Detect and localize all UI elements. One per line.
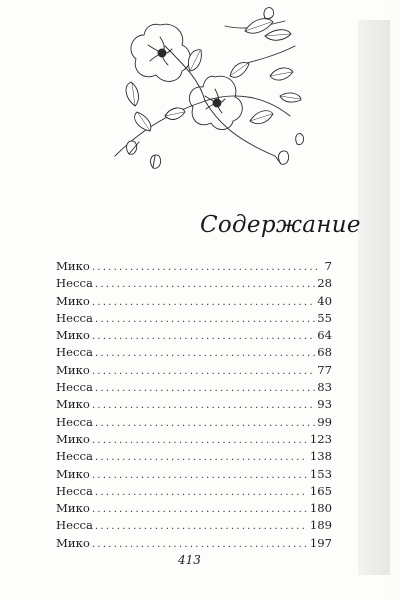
toc-entry (56, 310, 332, 327)
toc-leader-dots (92, 259, 320, 276)
toc-entry-label: Несса (56, 310, 93, 325)
toc-entry-page: 55 (317, 310, 332, 325)
toc-entry-label: Мико (56, 328, 90, 343)
toc-entry-label: Мико (56, 466, 90, 481)
page-number: 413 (178, 553, 201, 567)
toc-leader-dots (95, 276, 315, 293)
toc-entry (56, 535, 332, 552)
toc-leader-dots (95, 518, 308, 535)
toc-leader-dots (92, 536, 308, 553)
toc-entry-label: Несса (56, 518, 93, 533)
page-edge-shadow (358, 20, 390, 575)
toc-entry-page: 7 (324, 259, 332, 273)
toc-entry-label: Мико (56, 362, 90, 377)
toc-leader-dots (95, 380, 315, 397)
toc-leader-dots (92, 432, 308, 449)
toc-entry-page: 77 (317, 362, 332, 377)
toc-entry-label: Несса (56, 276, 93, 291)
toc-leader-dots (95, 449, 308, 466)
toc-entry-label: Мико (56, 535, 90, 550)
toc-entry-label: Мико (56, 259, 90, 273)
toc-entry-page: 64 (317, 328, 332, 343)
table-of-contents (56, 258, 332, 552)
toc-entry (56, 379, 332, 396)
toc-entry-page: 40 (317, 293, 332, 308)
toc-entry-label: Мико (56, 293, 90, 308)
toc-entry-page: 93 (317, 397, 332, 412)
toc-entry (56, 362, 332, 379)
toc-leader-dots (92, 397, 315, 414)
toc-entry (56, 431, 332, 448)
toc-entry-label: Мико (56, 501, 90, 516)
toc-entry (56, 344, 332, 361)
toc-entry (56, 258, 332, 275)
toc-entry-label: Мико (56, 397, 90, 412)
toc-entry (56, 414, 332, 431)
toc-entry-label: Несса (56, 414, 93, 429)
toc-leader-dots (92, 328, 315, 345)
toc-entry (56, 466, 332, 483)
toc-leader-dots (92, 467, 308, 484)
toc-entry-page: 28 (317, 276, 332, 291)
toc-leader-dots (95, 484, 308, 501)
toc-entry-label: Несса (56, 483, 93, 498)
toc-entry (56, 327, 332, 344)
toc-entry-page: 99 (317, 414, 332, 429)
toc-leader-dots (95, 415, 315, 432)
toc-leader-dots (92, 363, 315, 380)
toc-entry-label: Несса (56, 449, 93, 464)
page-title: Содержание (200, 212, 361, 238)
toc-leader-dots (95, 345, 315, 362)
toc-entry-page: 165 (309, 483, 332, 498)
toc-entry-label: Несса (56, 345, 93, 360)
toc-entry-page: 123 (309, 431, 332, 446)
toc-entry-page: 189 (309, 518, 332, 533)
toc-entry-label: Мико (56, 431, 90, 446)
toc-leader-dots (92, 501, 308, 518)
toc-entry (56, 517, 332, 534)
toc-entry-label: Несса (56, 380, 93, 395)
toc-entry (56, 483, 332, 500)
toc-leader-dots (95, 311, 315, 328)
toc-entry-page: 153 (309, 466, 332, 481)
toc-entry (56, 500, 332, 517)
wild-rose-floral-illustration-icon (105, 6, 315, 191)
toc-entry-page: 180 (309, 501, 332, 516)
toc-leader-dots (92, 294, 315, 311)
toc-entry (56, 396, 332, 413)
toc-entry (56, 293, 332, 310)
toc-entry-page: 68 (317, 345, 332, 360)
toc-entry (56, 448, 332, 465)
toc-entry-page: 197 (309, 535, 332, 550)
toc-entry-page: 83 (317, 380, 332, 395)
toc-entry-page: 138 (309, 449, 332, 464)
toc-entry (56, 275, 332, 292)
